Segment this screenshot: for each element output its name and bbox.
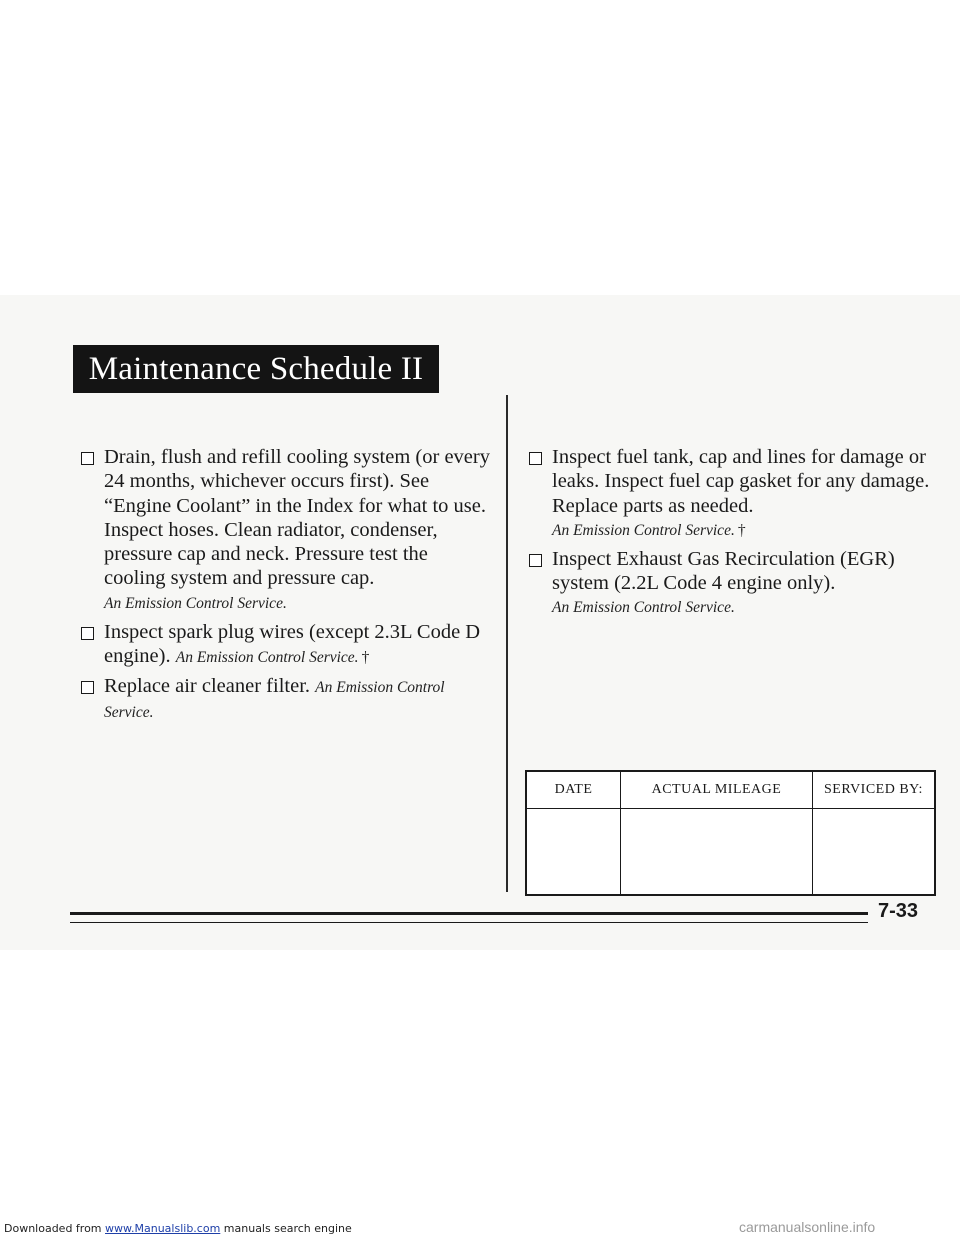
left-column (81, 445, 493, 729)
item-text: Drain, flush and refill cooling system (or every 24 months, whichever occurs first). See “Engine Coolant” in the Index for what to use. Inspect hoses. Clean radiator, condenser, pressure cap and neck. Pressure test the cooling system and pressure cap. (104, 446, 490, 590)
item-text: Inspect fuel tank, cap and lines for damage or leaks. Inspect fuel cap gasket for any damage. Replace parts as needed. (552, 446, 930, 517)
section-title: Maintenance Schedule II (88, 351, 424, 387)
column-header-actual-mileage: ACTUAL MILEAGE (621, 771, 813, 809)
serviced-by-cell[interactable] (812, 809, 935, 896)
emission-note: An Emission Control Service. (104, 594, 287, 612)
table-row (526, 809, 935, 896)
emission-note: An Emission Control Service. (175, 649, 359, 667)
emission-note: An Emission Control Service. (104, 679, 445, 722)
page-number: 7-33 (878, 900, 919, 922)
mileage-cell[interactable] (621, 809, 813, 896)
emission-note: An Emission Control Service. (552, 599, 735, 617)
checklist-item-fuel-tank (529, 445, 934, 542)
column-header-serviced-by: SERVICED BY: (812, 771, 935, 809)
section-title-banner (73, 345, 439, 393)
footer-rule (70, 912, 868, 915)
item-text: Inspect spark plug wires (except 2.3L Code D engine). (104, 620, 481, 668)
date-cell[interactable] (526, 809, 621, 896)
checkbox-icon[interactable] (81, 681, 94, 694)
dagger-mark: † (361, 649, 370, 667)
column-divider (506, 395, 508, 892)
checklist-item-air-cleaner (81, 674, 493, 724)
checklist-item-spark-plug-wires (81, 620, 493, 669)
checklist-item-cooling-system (81, 445, 493, 615)
column-header-date: DATE (526, 771, 621, 809)
item-text: Inspect Exhaust Gas Recirculation (EGR) system (2.2L Code 4 engine only). (552, 547, 895, 595)
right-column (529, 445, 934, 624)
emission-note: An Emission Control Service. (552, 521, 735, 539)
manualslib-link[interactable]: www.Manualslib.com (105, 1222, 221, 1235)
footer-rule-thin (70, 922, 868, 923)
item-text: Replace air cleaner filter. (104, 675, 311, 698)
table-header-row (526, 771, 935, 809)
checklist-item-egr-system (529, 547, 934, 620)
dagger-mark: † (737, 521, 746, 539)
checkbox-icon[interactable] (81, 452, 94, 465)
checkbox-icon[interactable] (529, 554, 542, 567)
service-record-table (525, 770, 936, 896)
download-watermark: Downloaded from www.Manualslib.com manuals search engine (4, 1222, 352, 1235)
checkbox-icon[interactable] (81, 627, 94, 640)
site-watermark: carmanualsonline.info (739, 1219, 876, 1235)
checkbox-icon[interactable] (529, 452, 542, 465)
